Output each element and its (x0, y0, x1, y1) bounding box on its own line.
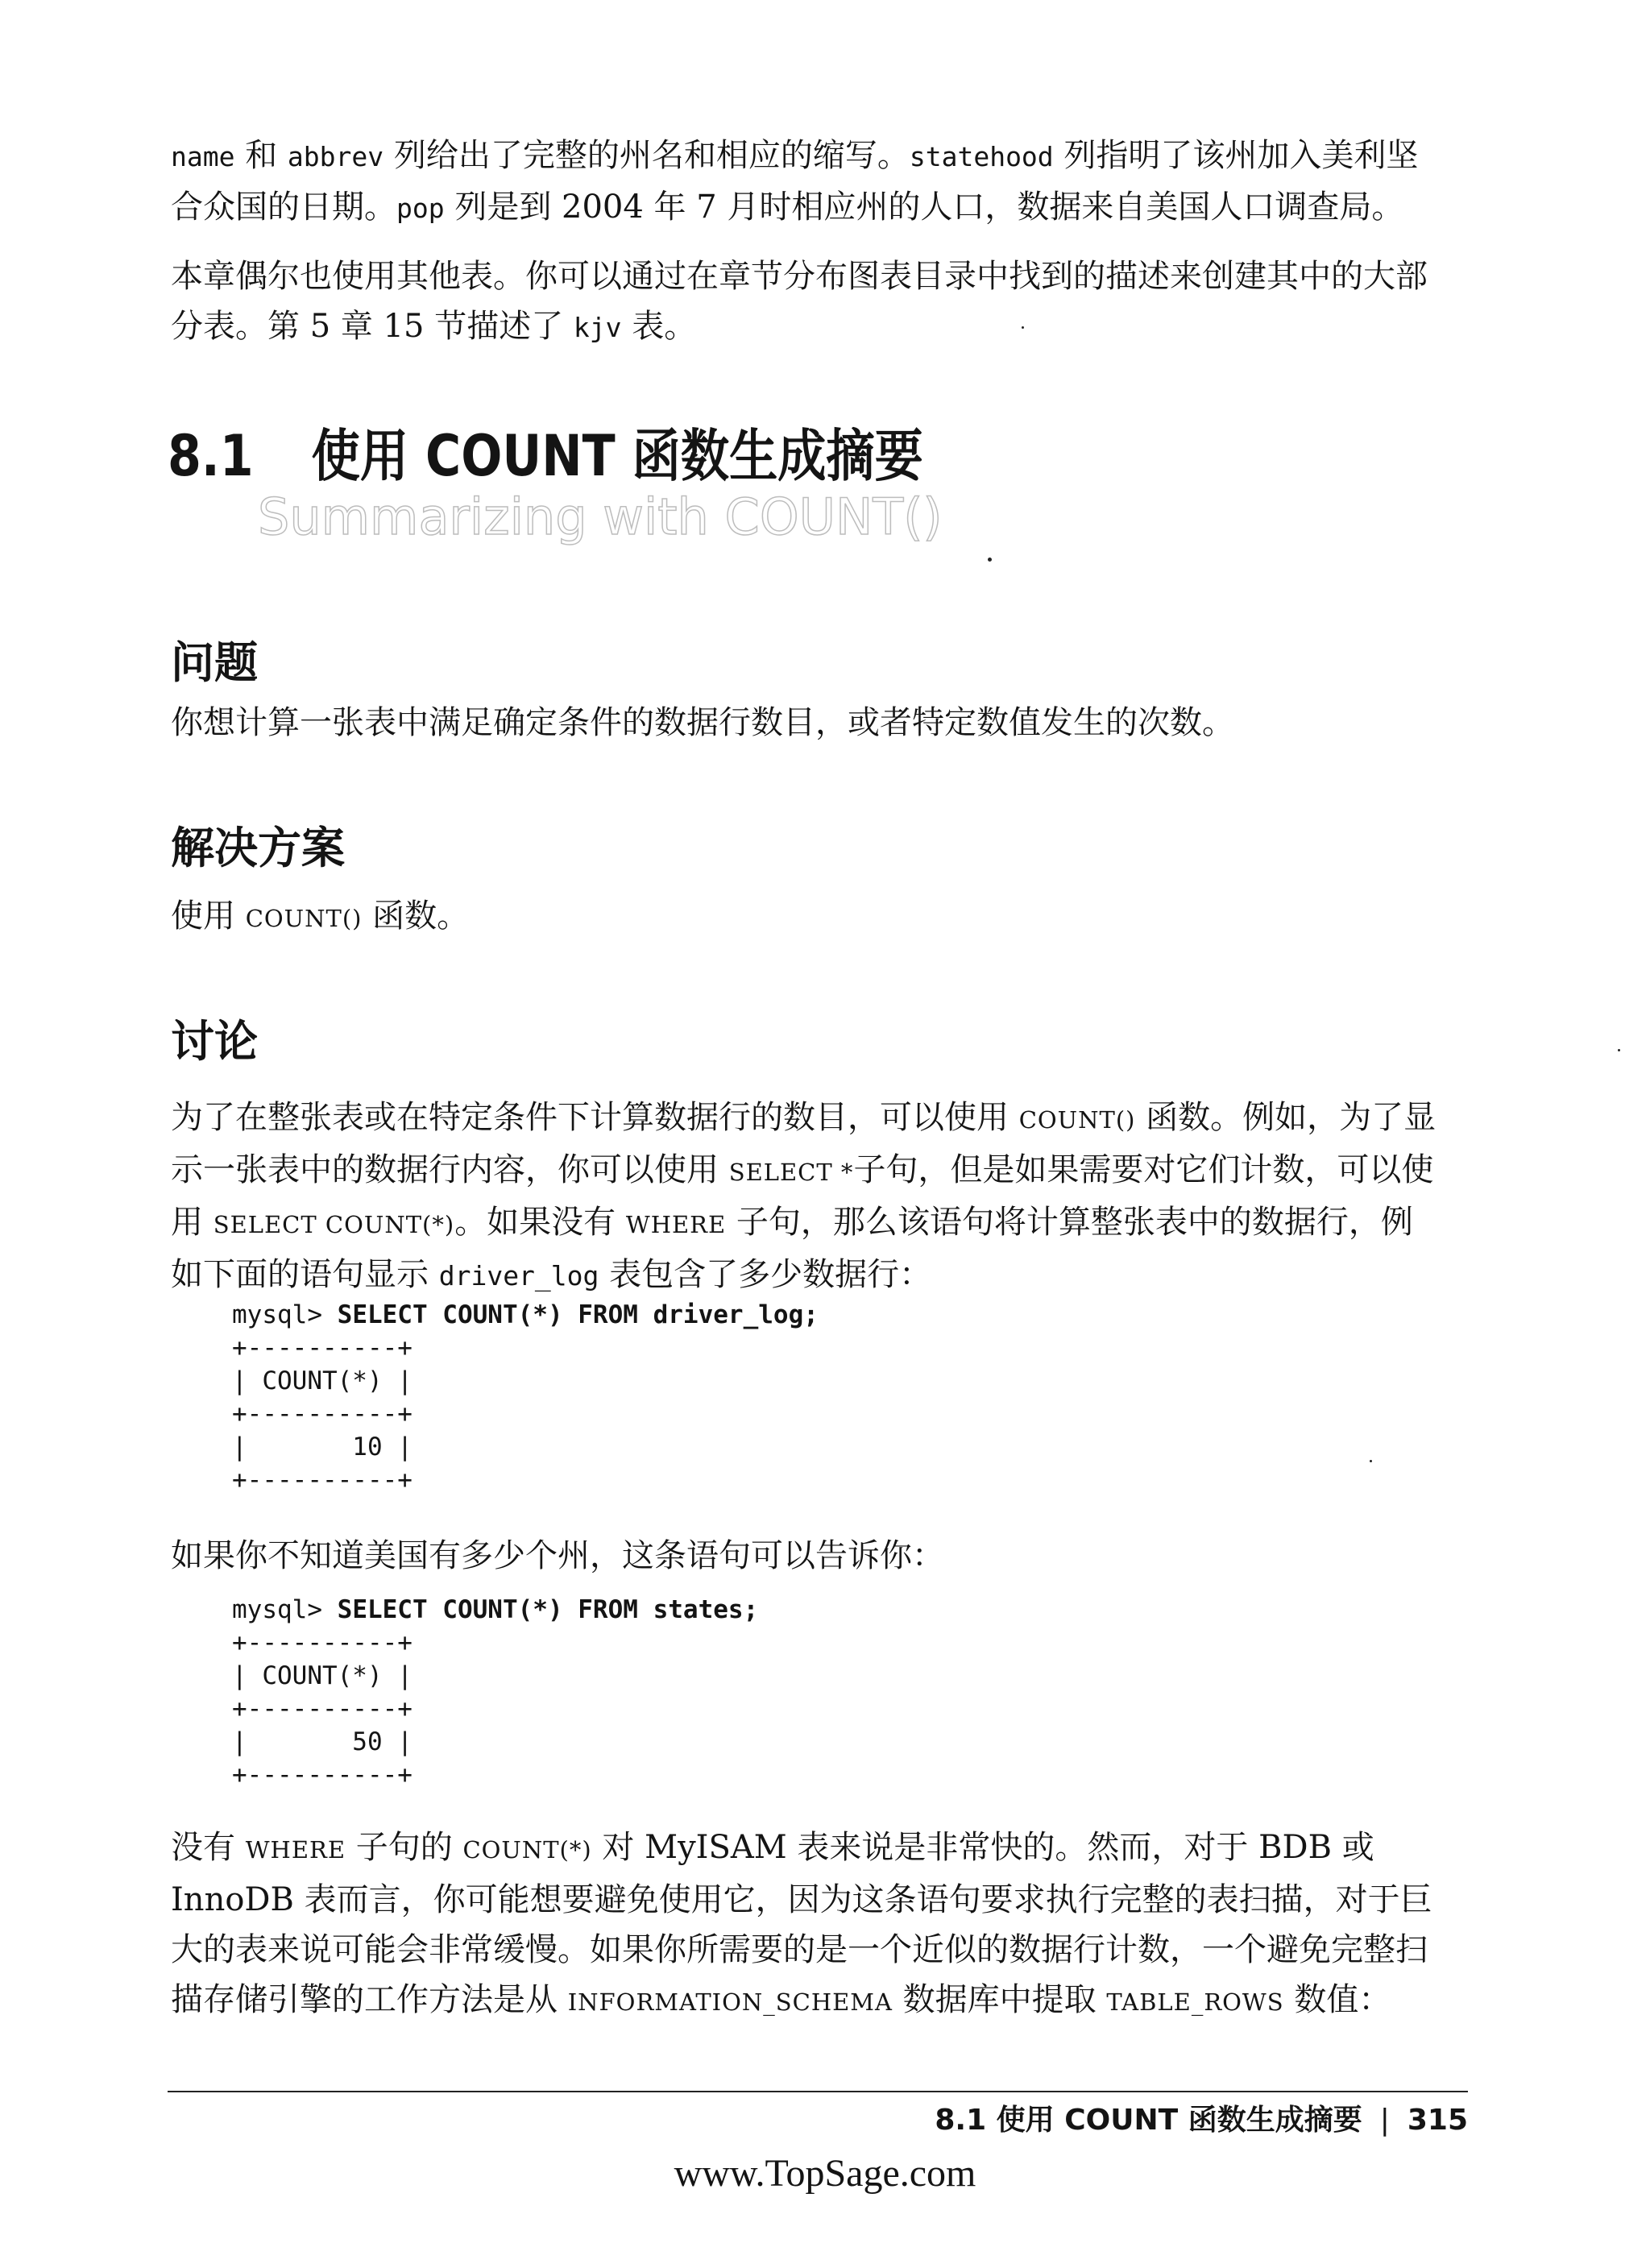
inline-code: COUNT(*) (462, 1836, 592, 1864)
running-footer (935, 2097, 1468, 2138)
discussion-paragraph-2 (171, 1531, 1444, 1581)
inline-code: abbrev (287, 141, 384, 172)
text-run: 子句的 (346, 1829, 463, 1866)
text-run: 本章偶尔也使用其他表。你可以通过在章节分布图表目录中找到的描述来创建其中的大部分表。第 5 章 15 节描述了 (171, 258, 1428, 345)
inline-code: SELECT COUNT(*) (213, 1211, 455, 1238)
sql-query-2: SELECT COUNT(*) FROM states; (337, 1595, 759, 1624)
inline-code: INFORMATION_SCHEMA (567, 1988, 893, 2016)
text-run: 列指明了该州加入美利坚合众国的日期。 (171, 137, 1419, 226)
speck (1022, 326, 1024, 329)
section-title-text: 使用 COUNT 函数生成摘要 (311, 423, 923, 489)
text-run: 表包含了多少数据行： (599, 1256, 932, 1293)
discussion-paragraph-3 (171, 1822, 1444, 2027)
result-border: +----------+ (232, 1399, 412, 1428)
speck (988, 558, 992, 562)
inline-code: name (171, 141, 235, 172)
text-run: 函数。 (362, 898, 470, 935)
text-run: 子句，那么该语句将计算整张表中的数据行，例如下面的语句显示 (171, 1204, 1413, 1293)
code-block-driver-log: mysql> SELECT COUNT(*) FROM driver_log; +----------+ | COUNT(*) | +----------+ | 10 | +----------+ (232, 1300, 819, 1495)
intro-text-2 (171, 251, 1444, 353)
problem-text-block (171, 698, 1444, 748)
problem-text: 你想计算一张表中满足确定条件的数据行数目，或者特定数值发生的次数。 (171, 704, 1234, 741)
section-title (168, 411, 923, 492)
inline-code: kjv (573, 312, 622, 343)
text-run: 使用 (171, 898, 246, 935)
text-run: 函数。例如，为了显示一张表中的数据行内容，你可以使用 (171, 1099, 1436, 1188)
inline-code: COUNT() (245, 905, 363, 932)
text-run: 列给出了完整的州名和相应的缩写。 (383, 137, 910, 174)
speck (1618, 1049, 1620, 1051)
inline-code: driver_log (438, 1260, 599, 1292)
inline-code: statehood (909, 141, 1054, 172)
section-subtitle: Summarizing with COUNT() (258, 487, 943, 546)
footer-separator: | (1379, 2104, 1390, 2137)
discussion-heading: 讨论 (171, 1016, 258, 1067)
solution-text (171, 891, 1444, 943)
text-run: 列是到 2004 年 7 月时相应州的人口，数据来自美国人口调查局。 (444, 189, 1404, 226)
speck (1370, 1460, 1372, 1462)
text-run: 为了在整张表或在特定条件下计算数据行的数目，可以使用 (171, 1099, 1019, 1136)
inline-code: pop (396, 193, 445, 224)
result-value: | 10 | (232, 1433, 412, 1462)
result-border: +----------+ (232, 1760, 412, 1789)
text-run: 数据库中提取 (892, 1981, 1107, 2018)
running-title: 8.1 使用 COUNT 函数生成摘要 (935, 2104, 1362, 2137)
discussion-text-1 (171, 1093, 1444, 1301)
discussion-text-3 (171, 1822, 1444, 2027)
intro-paragraph-columns (171, 131, 1444, 234)
solution-heading: 解决方案 (171, 823, 345, 873)
intro-text (171, 131, 1444, 234)
inline-code: SELECT * (728, 1159, 854, 1186)
inline-code: WHERE (625, 1211, 727, 1238)
text-run: 数值： (1283, 1981, 1391, 2018)
result-value: | 50 | (232, 1727, 412, 1756)
result-border: +----------+ (232, 1466, 412, 1495)
inline-code: TABLE_ROWS (1106, 1988, 1284, 2016)
result-header: | COUNT(*) | (232, 1661, 412, 1690)
inline-code: COUNT() (1018, 1106, 1136, 1134)
result-border: +----------+ (232, 1628, 412, 1657)
section-number: 8.1 (168, 423, 254, 489)
result-header: | COUNT(*) | (232, 1366, 412, 1395)
result-border: +----------+ (232, 1694, 412, 1723)
footer-rule (168, 2091, 1468, 2092)
text-run: 表。 (621, 308, 697, 345)
solution-text-block (171, 891, 1444, 943)
sql-query-1: SELECT COUNT(*) FROM driver_log; (337, 1300, 819, 1329)
page-number: 315 (1407, 2104, 1468, 2137)
problem-heading: 问题 (171, 637, 258, 688)
website-url: www.TopSage.com (674, 2152, 976, 2195)
code-block-states: mysql> SELECT COUNT(*) FROM states; +----------+ | COUNT(*) | +----------+ | 50 | +----------+ (232, 1595, 759, 1789)
text-run: 子句，但是如果需要对它们计数，可以使用 (171, 1151, 1434, 1241)
inline-code: WHERE (245, 1836, 346, 1864)
result-border: +----------+ (232, 1333, 412, 1362)
text-run: 没有 (171, 1829, 246, 1866)
text-run: 和 (234, 137, 288, 174)
text-run: 对 MyISAM 表来说是非常快的。然而，对于 BDB 或 InnoDB 表而言，你可能想要避免使用它，因为这条语句要求执行完整的表扫描，对于巨大的表来说可能会非常缓慢。如果你所需要的是一个近似的数据行计数，一个避免完整扫描存储引擎的工作方法是从 (171, 1829, 1432, 2018)
discussion-text-2: 如果你不知道美国有多少个州，这条语句可以告诉你： (171, 1537, 944, 1574)
intro-paragraph-other-tables (171, 251, 1444, 353)
discussion-paragraph-1 (171, 1093, 1444, 1301)
text-run: 。如果没有 (454, 1204, 626, 1241)
